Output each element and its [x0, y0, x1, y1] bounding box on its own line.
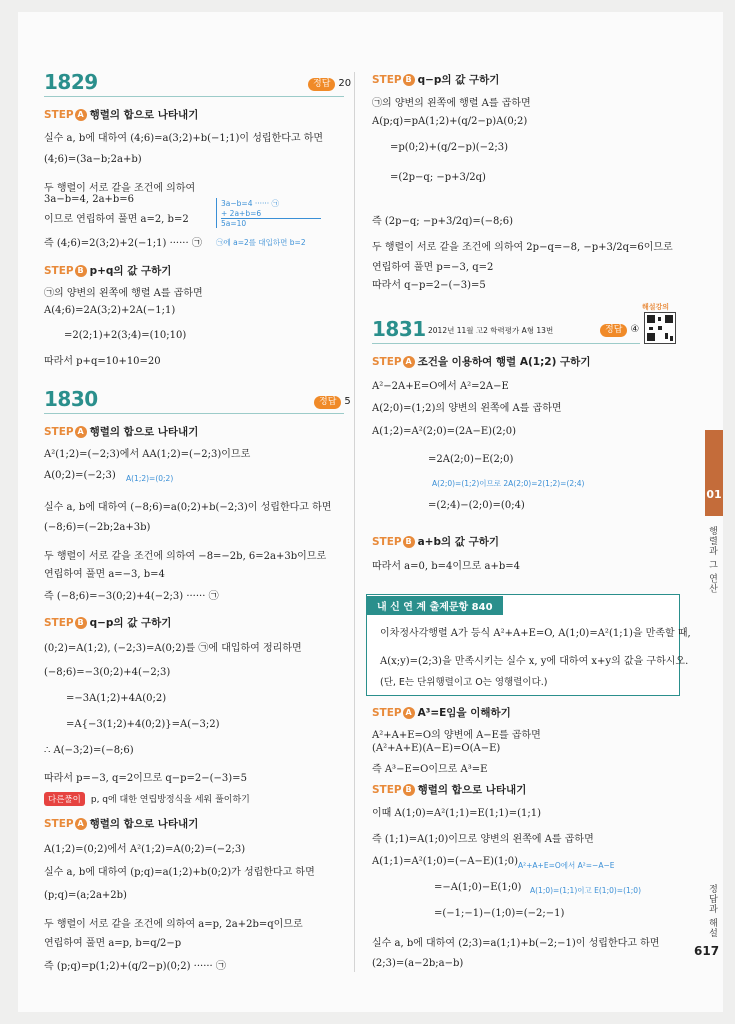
lecture-label: 해설강의: [642, 303, 670, 311]
line: 즉 (4;6)=2(3;2)+2(−1;1) ······ ㉠: [44, 238, 202, 249]
line: 즉 (−8;6)=−3(0;2)+4(−2;3) ······ ㉠: [44, 591, 219, 602]
note: A²+A+E=O에서 A²=−A−E: [518, 861, 615, 870]
line: =(2;4)−(2;0)=(0;4): [428, 500, 525, 511]
note: ㉠에 a=2를 대입하면 b=2: [216, 238, 306, 247]
step-a-840: STEP A A³=E임을 이해하기: [372, 707, 511, 719]
line: A(1;1)=A²(1;0)=(−A−E)(1;0): [372, 856, 518, 867]
answer-badge-1831: 정답 ④: [600, 324, 639, 337]
line: 실수 a, b에 대하여 (p;q)=a(1;2)+b(0;2)가 성립한다고 하면: [44, 867, 315, 878]
line: (A²+A+E)(A−E)=O(A−E): [372, 743, 501, 754]
line: (p;q)=(a;2a+2b): [44, 890, 127, 901]
line: 연립하여 풀면 p=−3, q=2: [372, 262, 494, 273]
line: A²−2A+E=O에서 A²=2A−E: [372, 381, 509, 392]
qr-code-icon[interactable]: [644, 312, 676, 344]
note: A(1;2)=(0;2): [126, 474, 174, 483]
linked-problem-header: 내 신 연 계 출제문항 840: [367, 596, 503, 615]
line: A(0;2)=(−2;3): [44, 470, 116, 481]
step-b-1829: STEP B p+q의 값 구하기: [44, 265, 172, 277]
problem-underline: [372, 343, 640, 344]
line: (−8;6)=(−2b;2a+3b): [44, 522, 151, 533]
line: 연립하여 풀면 a=−3, b=4: [44, 569, 165, 580]
line: =2A(2;0)−E(2;0): [428, 454, 514, 465]
line: A(x;y)=(2;3)을 만족시키는 실수 x, y에 대하여 x+y의 값을 구하시오.: [380, 656, 689, 667]
line: ∴ A(−3;2)=(−8;6): [44, 745, 134, 756]
line: 연립하여 풀면 a=p, b=q/2−p: [44, 938, 182, 949]
chapter-title: 행렬과 그 연산: [707, 526, 717, 594]
line: 실수 a, b에 대하여 (4;6)=a(3;2)+b(−1;1)이 성립한다고 하면: [44, 133, 324, 144]
chapter-tab: [705, 430, 723, 516]
step-a-1829: STEP A 행렬의 합으로 나타내기: [44, 109, 199, 121]
line: A(p;q)=pA(1;2)+(q/2−p)A(0;2): [372, 116, 528, 127]
line: 두 행렬이 서로 같을 조건에 의하여: [44, 183, 196, 194]
line: (2;3)=(a−2b;a−b): [372, 958, 464, 969]
line: =p(0;2)+(q/2−p)(−2;3): [390, 142, 509, 153]
line: 실수 a, b에 대하여 (−8;6)=a(0;2)+b(−2;3)이 성립한다고 하면: [44, 502, 332, 513]
line: 이때 A(1;0)=A²(1;1)=E(1;1)=(1;1): [372, 808, 541, 819]
line: A(2;0)=(1;2)의 양변의 왼쪽에 A를 곱하면: [372, 403, 562, 414]
column-divider: [354, 72, 355, 972]
line: 실수 a, b에 대하여 (2;3)=a(1;1)+b(−2;−1)이 성립한다고 하면: [372, 938, 660, 949]
step-a-1830: STEP A 행렬의 합으로 나타내기: [44, 426, 199, 438]
step-a-1831: STEP A 조건을 이용하여 행렬 A(1;2) 구하기: [372, 356, 591, 368]
line: 즉 (1;1)=A(1;0)이므로 양변의 왼쪽에 A를 곱하면: [372, 834, 594, 845]
line: 두 행렬이 서로 같을 조건에 의하여 −8=−2b, 6=2a+3b이므로: [44, 551, 327, 562]
line: 즉 A³−E=O이므로 A³=E: [372, 764, 488, 775]
line: A(1;2)=A²(2;0)=(2A−E)(2;0): [372, 426, 516, 437]
step-a-alt: STEP A 행렬의 합으로 나타내기: [44, 818, 199, 830]
line: =2(2;1)+2(3;4)=(10;10): [64, 330, 187, 341]
step-b-1831: STEP B a+b의 값 구하기: [372, 536, 500, 548]
line: =−A(1;0)−E(1;0): [434, 882, 522, 893]
problem-source: 2012년 11월 고2 학력평가 A형 13번: [428, 326, 554, 335]
line: =−3A(1;2)+4A(0;2): [66, 693, 167, 704]
page-number: 617: [694, 944, 720, 958]
line: A²+A+E=O의 양변에 A−E를 곱하면: [372, 730, 541, 741]
line: 즉 (2p−q; −p+3/2q)=(−8;6): [372, 216, 514, 227]
line: A(1;2)=(0;2)에서 A²(1;2)=A(0;2)=(−2;3): [44, 844, 246, 855]
line: 3a−b=4, 2a+b=6: [44, 194, 135, 205]
line: A²(1;2)=(−2;3)에서 AA(1;2)=(−2;3)이므로: [44, 449, 251, 460]
answer-badge-1830: 정답 5: [314, 396, 351, 409]
problem-number-1831: 1831: [372, 317, 426, 341]
line: =(2p−q; −p+3/2q): [390, 172, 486, 183]
line: 이므로 연립하여 풀면 a=2, b=2: [44, 214, 189, 225]
footer-label: 정답과 해설: [707, 884, 717, 938]
line: 이차정사각행렬 A가 등식 A²+A+E=O, A(1;0)=A²(1;1)을 만족할 때,: [380, 628, 691, 639]
line: 즉 (p;q)=p(1;2)+(q/2−p)(0;2) ······ ㉠: [44, 961, 226, 972]
line: =(−1;−1)−(1;0)=(−2;−1): [434, 908, 565, 919]
line: 두 행렬이 서로 같을 조건에 의하여 a=p, 2a+2b=q이므로: [44, 919, 303, 930]
problem-number-1830: 1830: [44, 387, 98, 411]
line: A(4;6)=2A(3;2)+2A(−1;1): [44, 305, 176, 316]
line: 따라서 a=0, b=4이므로 a+b=4: [372, 561, 521, 572]
note: A(1;0)=(1;1)이고 E(1;0)=(1;0): [530, 886, 642, 895]
line: 따라서 p=−3, q=2이므로 q−p=2−(−3)=5: [44, 773, 247, 784]
line: (0;2)=A(1;2), (−2;3)=A(0;2)를 ㉠에 대입하여 정리하면: [44, 643, 302, 654]
calc-note-1829: 3a−b=4 ······ ㉠ + 2a+b=6 5a=10: [216, 198, 321, 228]
line: (−8;6)=−3(0;2)+4(−2;3): [44, 667, 171, 678]
problem-number-1829: 1829: [44, 70, 98, 94]
answer-badge-1829: 정답 20: [308, 78, 351, 91]
chapter-number: 01: [706, 488, 722, 501]
note: A(2;0)=(1;2)이므로 2A(2;0)=2(1;2)=(2;4): [432, 479, 585, 488]
page: [18, 12, 723, 1012]
step-b-1830: STEP B q−p의 값 구하기: [44, 617, 172, 629]
line: (4;6)=(3a−b;2a+b): [44, 154, 142, 165]
alternate-solution-label: 다른풀이 p, q에 대한 연립방정식을 세워 풀이하기: [44, 792, 250, 806]
line: 따라서 q−p=2−(−3)=5: [372, 280, 486, 291]
line: 두 행렬이 서로 같을 조건에 의하여 2p−q=−8, −p+3/2q=6이므로: [372, 242, 673, 253]
problem-underline: [44, 96, 344, 97]
line: (단, E는 단위행렬이고 O는 영행렬이다.): [380, 677, 548, 688]
step-b-840: STEP B 행렬의 합으로 나타내기: [372, 784, 527, 796]
problem-underline: [44, 413, 344, 414]
line: =A{−3(1;2)+4(0;2)}=A(−3;2): [66, 719, 220, 730]
step-b-1830-cont: STEP B q−p의 값 구하기: [372, 74, 500, 86]
line: ㉠의 양변의 왼쪽에 행렬 A를 곱하면: [372, 98, 531, 109]
line: 따라서 p+q=10+10=20: [44, 356, 161, 367]
line: ㉠의 양변의 왼쪽에 행렬 A를 곱하면: [44, 288, 203, 299]
